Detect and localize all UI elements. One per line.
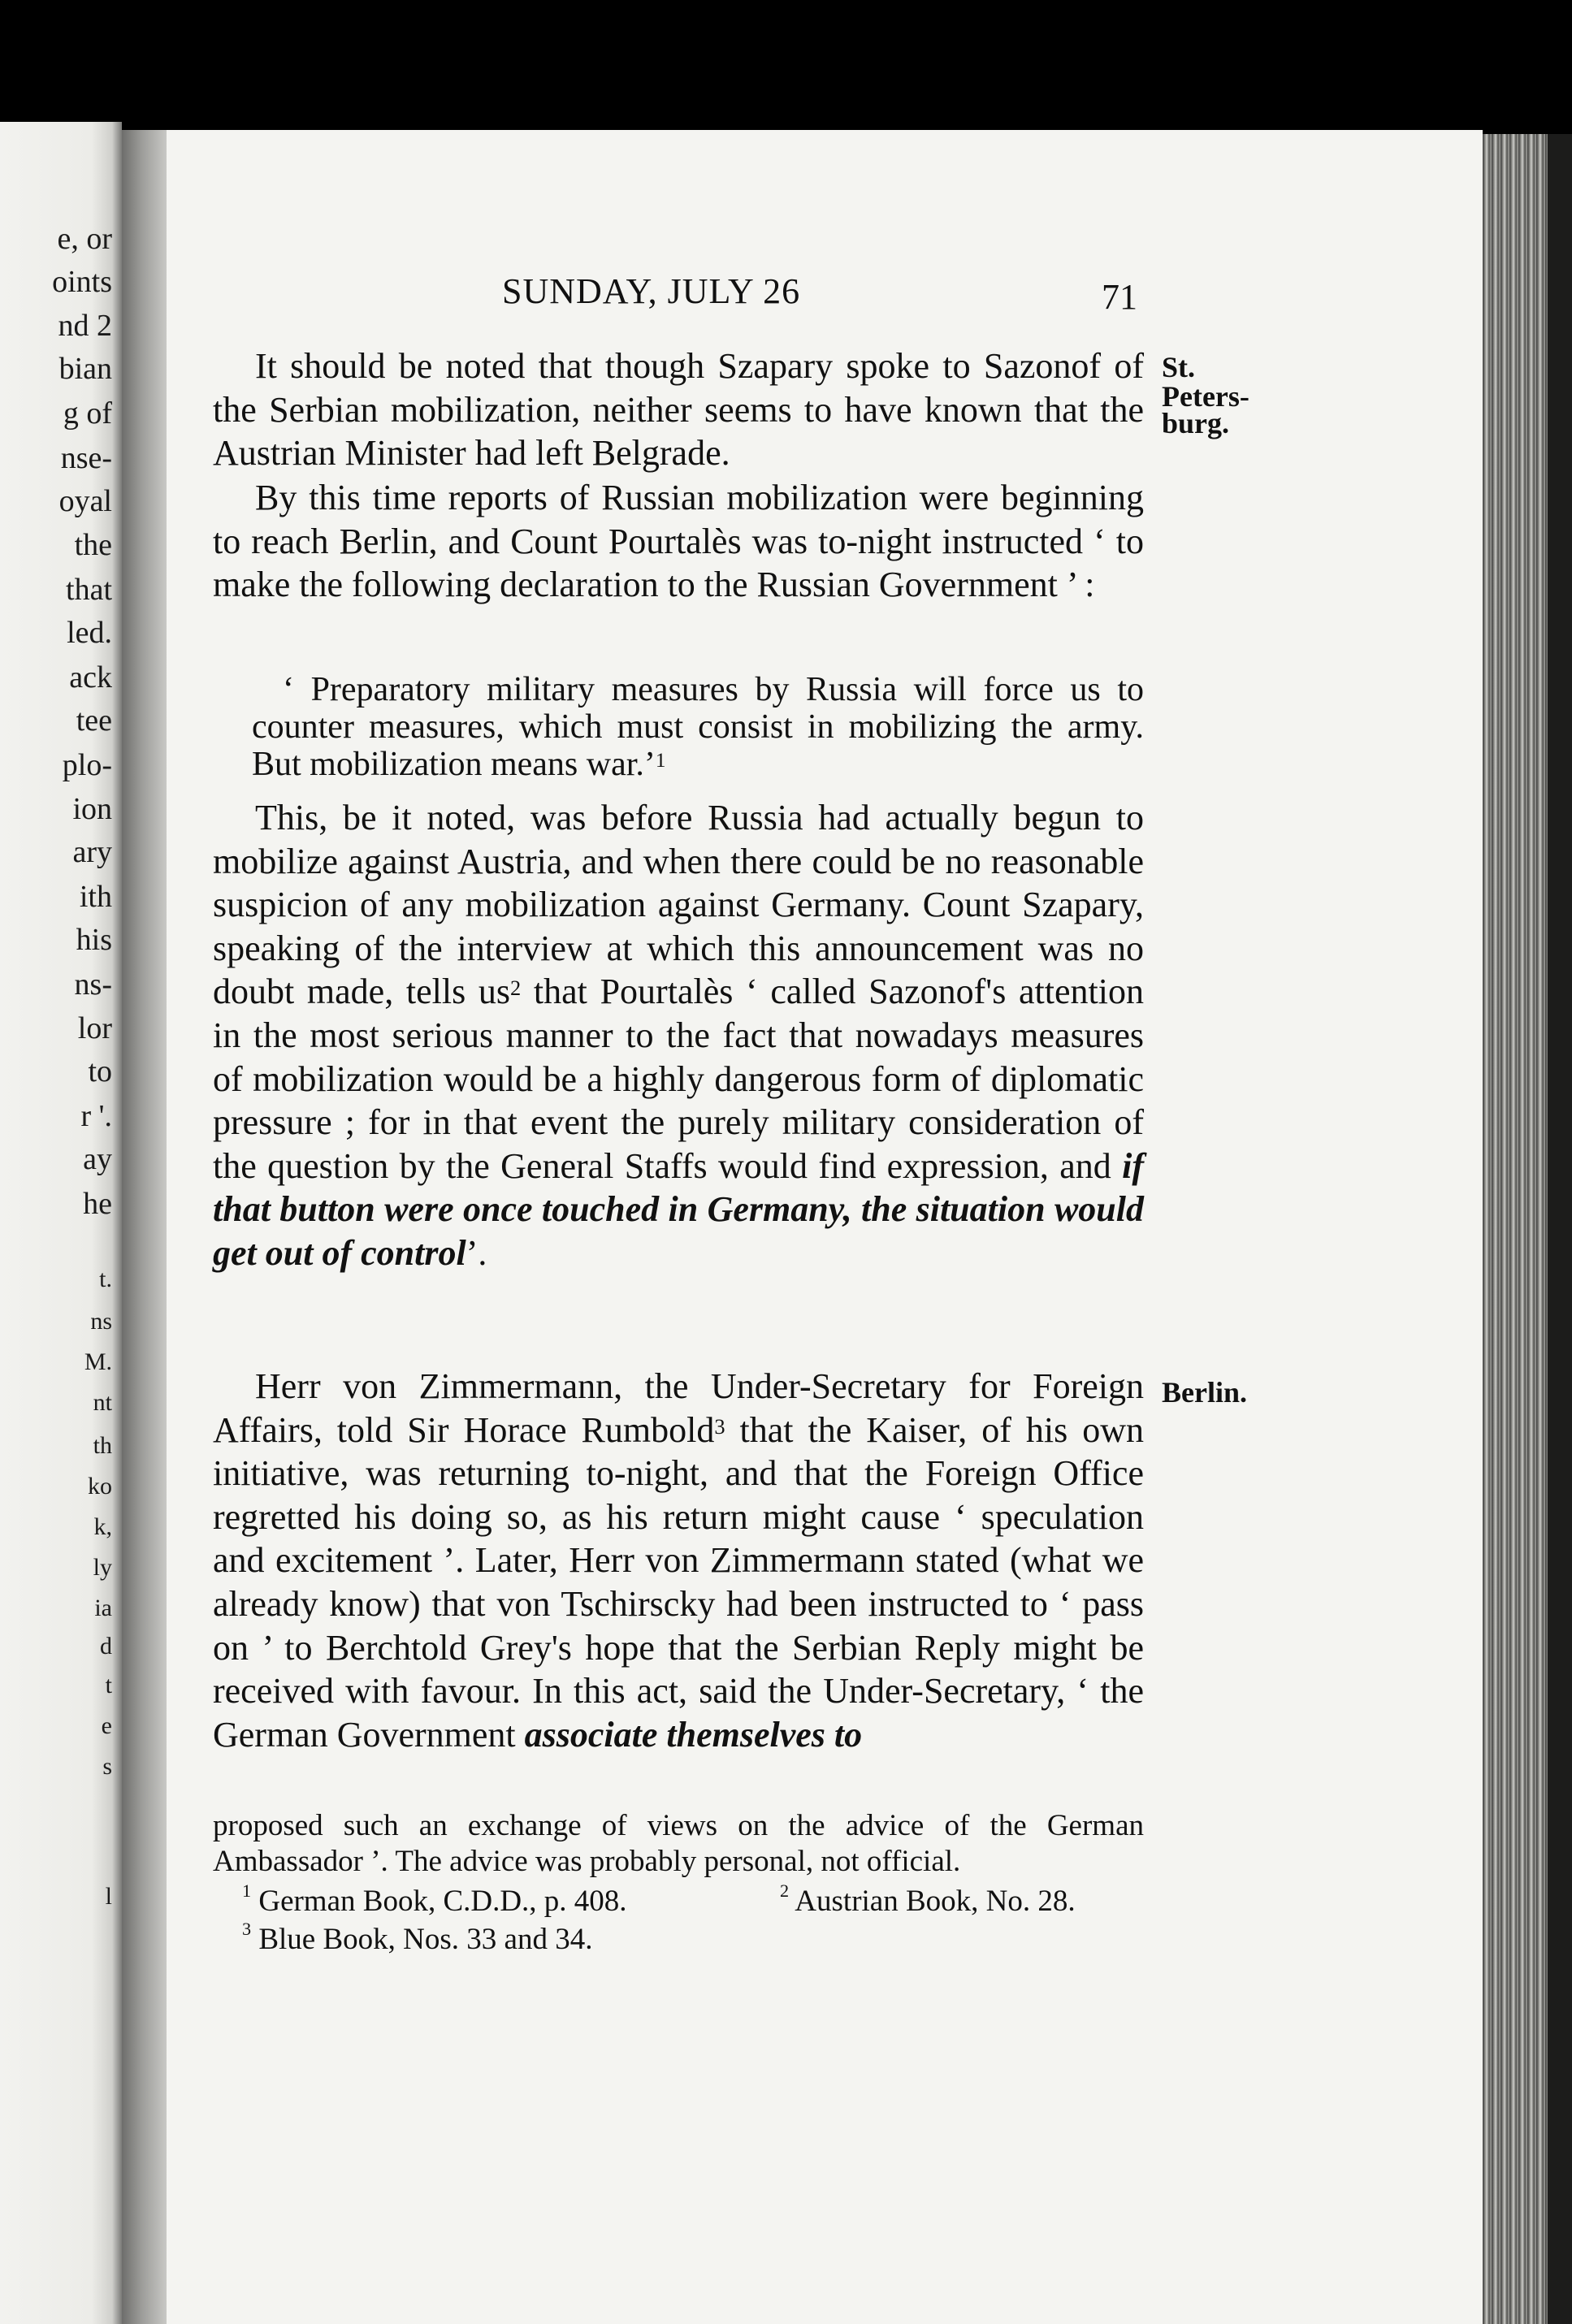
- facing-page-fragment: ion: [72, 792, 112, 826]
- facing-page-fragment: d: [100, 1633, 112, 1660]
- footnote-ref-1: 1: [655, 750, 666, 772]
- footnote-1-text: German Book, C.D.D., p. 408.: [251, 1885, 627, 1918]
- footnote-2-number: 2: [780, 1880, 790, 1901]
- facing-page-fragment: that: [66, 573, 112, 607]
- paragraph-3-mid: that Pourtalès ‘ called Sazonof's attention in the most serious manner to the fact that nowadays measures of mobilization would be a highly dangerous form of diplomatic pressure ; for in that event the purely military consideration of the question by the General Staffs would find expression, and: [213, 972, 1144, 1186]
- facing-page-fragment: bian: [58, 352, 112, 386]
- facing-page-fragment: ly: [93, 1554, 112, 1581]
- facing-page-fragment: to: [88, 1054, 112, 1088]
- facing-page-fragment: he: [83, 1187, 112, 1221]
- margin-note-st-petersburg-1: St.: [1162, 351, 1196, 383]
- facing-page-fragment: s: [102, 1753, 112, 1780]
- paragraph-4-start: Herr von Zimmermann, the Under-Secretary for Foreign Affairs, told Sir Horace Rumbold: [213, 1366, 1144, 1450]
- facing-page-fragment: M.: [84, 1348, 112, 1375]
- running-title: SUNDAY, JULY 26: [502, 271, 801, 311]
- facing-page-fragment: ith: [79, 880, 112, 914]
- book-gutter: [122, 130, 171, 2324]
- margin-note-st-petersburg-2: Peters-: [1162, 380, 1249, 413]
- facing-page-fragment: e, or: [57, 222, 112, 256]
- facing-page-fragment: ns-: [74, 967, 112, 1002]
- footnote-ref-3: 3: [714, 1413, 725, 1439]
- quote-text: ‘ Preparatory military measures by Russia will force us to counter measures, which must consist in mobilizing the army. But mobilization means war.’: [252, 671, 1144, 783]
- facing-page-fragment: nd 2: [58, 309, 112, 343]
- footnote-1: [242, 1880, 627, 1919]
- facing-page-fragment: ay: [83, 1142, 112, 1176]
- facing-page-fragment: tee: [76, 703, 112, 738]
- facing-page-fragment: ns: [90, 1308, 112, 1335]
- footnote-3: [242, 1919, 593, 1957]
- facing-page-fragment: t.: [99, 1266, 112, 1292]
- facing-page-fragment: his: [76, 923, 112, 957]
- facing-page-fragment: r '.: [80, 1099, 112, 1133]
- facing-page-fragment: ary: [72, 835, 112, 869]
- facing-page-fragment: the: [74, 528, 112, 562]
- facing-page-fragment: led.: [67, 616, 112, 650]
- paragraph-3: [213, 796, 1144, 1275]
- facing-page-fragment: e: [101, 1712, 112, 1739]
- footnote-ref-2: 2: [510, 976, 522, 1001]
- footnote-3-number: 3: [242, 1919, 252, 1939]
- facing-page-fragment: g of: [63, 396, 112, 431]
- facing-page-fragment: plo-: [62, 748, 112, 782]
- page-number: 71: [1102, 277, 1137, 317]
- paragraph-3-start: This, be it noted, was before Russia had actually begun to mobilize against Austria, and when there could be no reasonable suspicion of any mobilization against Germany. Count Szapary, speaking of the interview at which this announcement was no doubt made, tells us: [213, 798, 1144, 1012]
- margin-note-st-petersburg-3: burg.: [1162, 407, 1230, 439]
- facing-page: [0, 122, 122, 2324]
- paragraph-4-italic: associate themselves to: [524, 1714, 863, 1755]
- footnote-1-number: 1: [242, 1880, 252, 1901]
- paragraph-4: [213, 1365, 1144, 1756]
- note-continuation: proposed such an exchange of views on the advice of the German Ambassador ’. The advice was probably personal, not official.: [213, 1809, 1144, 1878]
- margin-note-berlin: Berlin.: [1162, 1376, 1247, 1409]
- page-edges-shadow: [1548, 134, 1572, 2324]
- facing-page-fragment: ia: [94, 1595, 112, 1621]
- facing-page-fragment: t: [105, 1672, 112, 1699]
- facing-page-fragment: nse-: [60, 441, 112, 475]
- footnote-2: [780, 1880, 1076, 1919]
- paragraph-2: By this time reports of Russian mobilization were beginning to reach Berlin, and Count Pourtalès was to-night instructed ‘ to make the following declaration to the Russian Government ’ :: [213, 478, 1144, 605]
- facing-page-fragment: lor: [77, 1011, 112, 1045]
- paragraph-3-end: ’.: [466, 1232, 487, 1273]
- paragraph-3-italic: if that button were once touched in Germany, the situation would get out of control: [213, 1145, 1144, 1273]
- footnote-2-text: Austrian Book, No. 28.: [789, 1885, 1076, 1918]
- facing-page-fragment: l: [105, 1883, 112, 1910]
- facing-page-fragment: th: [93, 1432, 112, 1459]
- footnote-3-text: Blue Book, Nos. 33 and 34.: [251, 1923, 593, 1956]
- facing-page-fragment: ko: [88, 1473, 112, 1500]
- paragraph-1: It should be noted that though Szapary spoke to Sazonof of the Serbian mobilization, neither seems to have known that the Austrian Minister had left Belgrade.: [213, 346, 1144, 474]
- facing-page-fragment: nt: [93, 1389, 112, 1416]
- facing-page-fragment: ack: [69, 660, 112, 695]
- facing-page-fragment: oints: [52, 265, 112, 299]
- paragraph-4-mid: that the Kaiser, of his own initiative, was returning to-night, and that the Foreign Office regretted his doing so, as his return might cause ‘ speculation and excitement ’. Later, Herr von Zimmermann stated (what we already know) that von Tschirscky had been instructed to ‘ pass on ’ to Berchtold Grey's hope that the Serbian Reply might be received with favour. In this act, said the Under-Secretary, ‘ the German Government: [213, 1409, 1144, 1755]
- block-quote: [252, 671, 1144, 783]
- facing-page-fragment: oyal: [58, 484, 112, 518]
- facing-page-fragment: k,: [93, 1513, 112, 1540]
